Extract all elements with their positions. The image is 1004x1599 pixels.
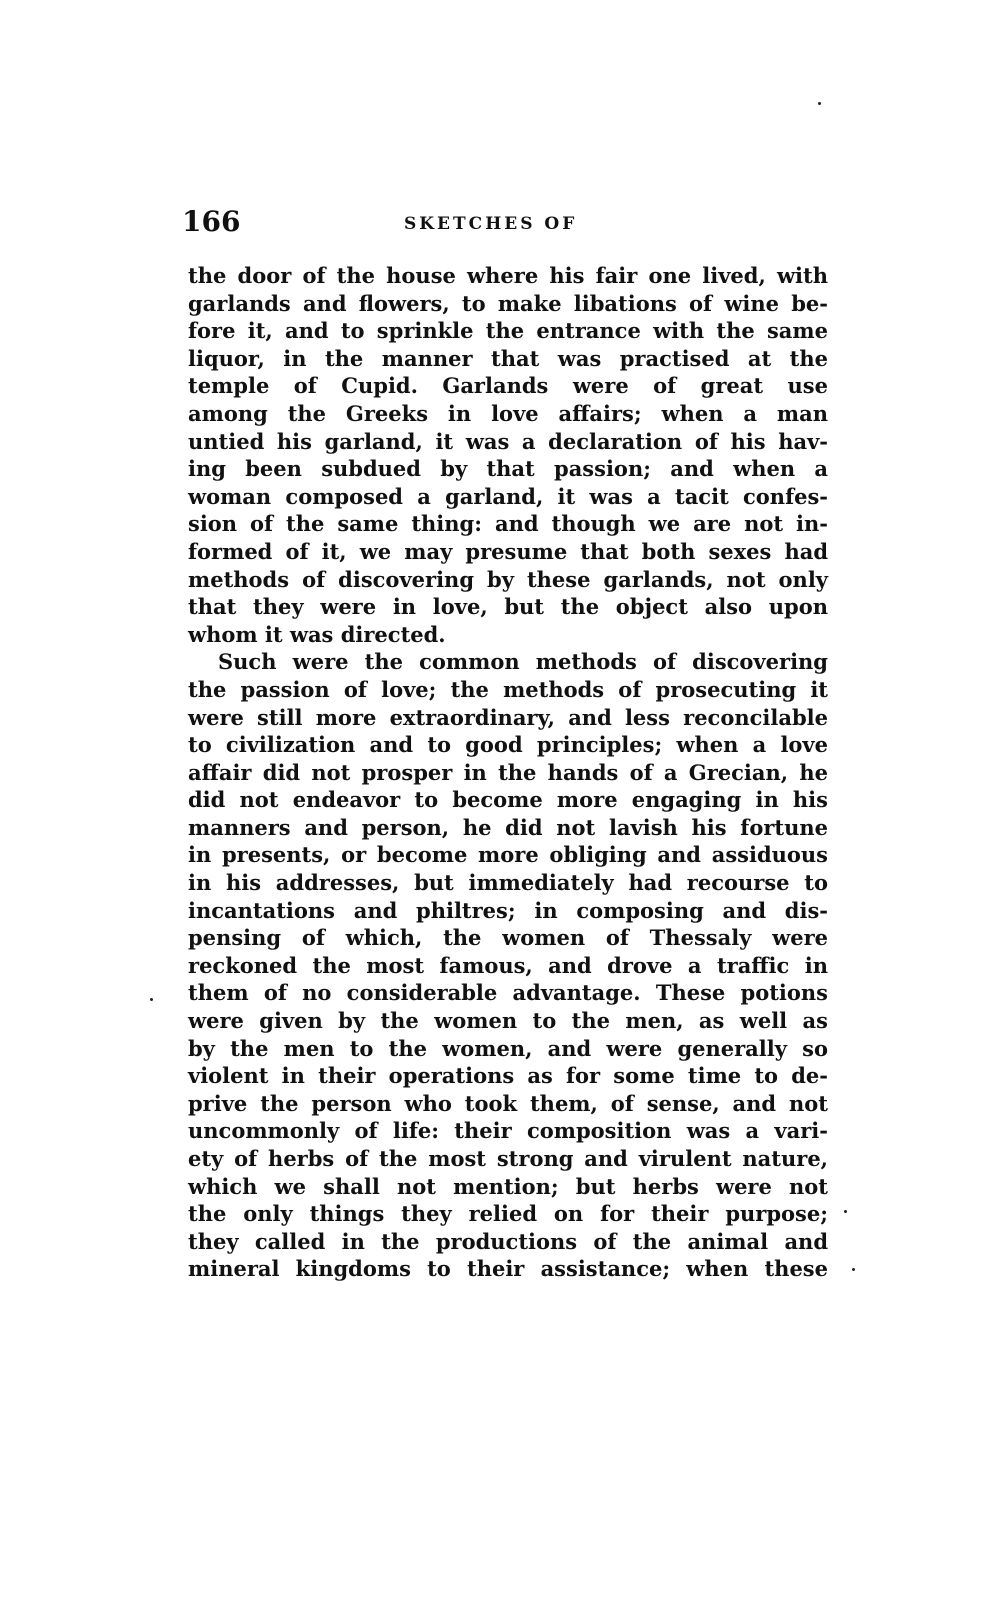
- text-line: Such were the common methods of discovering: [218, 649, 828, 675]
- text-line: them of no considerable advantage. These potions: [188, 980, 828, 1006]
- text-line: that they were in love, but the object also upon: [188, 594, 828, 620]
- text-line: garlands and flowers, to make libations of wine be-: [188, 290, 828, 316]
- text-line: ing been subdued by that passion; and when a: [188, 456, 828, 482]
- text-line: did not endeavor to become more engaging in his: [188, 787, 828, 813]
- text-line: pensing of which, the women of Thessaly were: [188, 925, 828, 951]
- text-line: violent in their operations as for some time to de-: [188, 1063, 828, 1089]
- text-line: manners and person, he did not lavish his fortune: [188, 814, 828, 840]
- page-header: [182, 205, 842, 245]
- text-line: prive the person who took them, of sense, and not: [188, 1090, 828, 1116]
- body-text: [188, 262, 828, 1283]
- text-line: among the Greeks in love affairs; when a man: [188, 400, 828, 426]
- text-line: untied his garland, it was a declaration of his hav-: [188, 428, 828, 454]
- text-line: whom it was directed.: [188, 621, 446, 647]
- running-head: SKETCHES OF: [404, 214, 578, 234]
- scan-speck: [818, 102, 821, 105]
- text-line: woman composed a garland, it was a tacit confes-: [188, 483, 828, 509]
- paragraph-2: [188, 648, 828, 1283]
- scan-speck: [150, 998, 153, 1001]
- text-line: which we shall not mention; but herbs were not: [188, 1173, 828, 1199]
- text-line: liquor, in the manner that was practised at the: [188, 345, 828, 371]
- text-line: uncommonly of life: their composition was a vari-: [188, 1118, 828, 1144]
- text-line: the passion of love; the methods of prosecuting it: [188, 676, 828, 702]
- scan-speck: [852, 1268, 855, 1271]
- text-line: affair did not prosper in the hands of a Grecian, he: [188, 759, 828, 785]
- text-line: ety of herbs of the most strong and virulent nature,: [188, 1146, 828, 1171]
- text-line: fore it, and to sprinkle the entrance with the same: [188, 318, 828, 344]
- text-line: were given by the women to the men, as well as: [188, 1008, 828, 1034]
- text-line: sion of the same thing: and though we are not in-: [188, 511, 828, 537]
- text-line: were still more extraordinary, and less reconcilable: [188, 704, 828, 730]
- text-line: they called in the productions of the animal and: [188, 1228, 828, 1254]
- text-line: the door of the house where his fair one lived, with: [188, 263, 828, 288]
- text-line: by the men to the women, and were generally so: [188, 1035, 828, 1061]
- text-line: in presents, or become more obliging and assiduous: [188, 842, 828, 868]
- text-line: incantations and philtres; in composing and dis-: [188, 897, 828, 923]
- text-line: methods of discovering by these garlands, not only: [188, 566, 828, 592]
- text-line: mineral kingdoms to their assistance; when these: [188, 1256, 828, 1282]
- text-line: reckoned the most famous, and drove a traffic in: [188, 952, 828, 978]
- text-line: temple of Cupid. Garlands were of great use: [188, 373, 828, 399]
- text-line: in his addresses, but immediately had recourse to: [188, 870, 828, 896]
- text-line: to civilization and to good principles; when a love: [188, 732, 828, 758]
- text-line: the only things they relied on for their purpose;: [188, 1201, 828, 1227]
- page-number: 166: [182, 205, 241, 238]
- text-line: formed of it, we may presume that both sexes had: [188, 538, 828, 564]
- scan-speck: [844, 1210, 847, 1213]
- paragraph-1: [188, 262, 828, 648]
